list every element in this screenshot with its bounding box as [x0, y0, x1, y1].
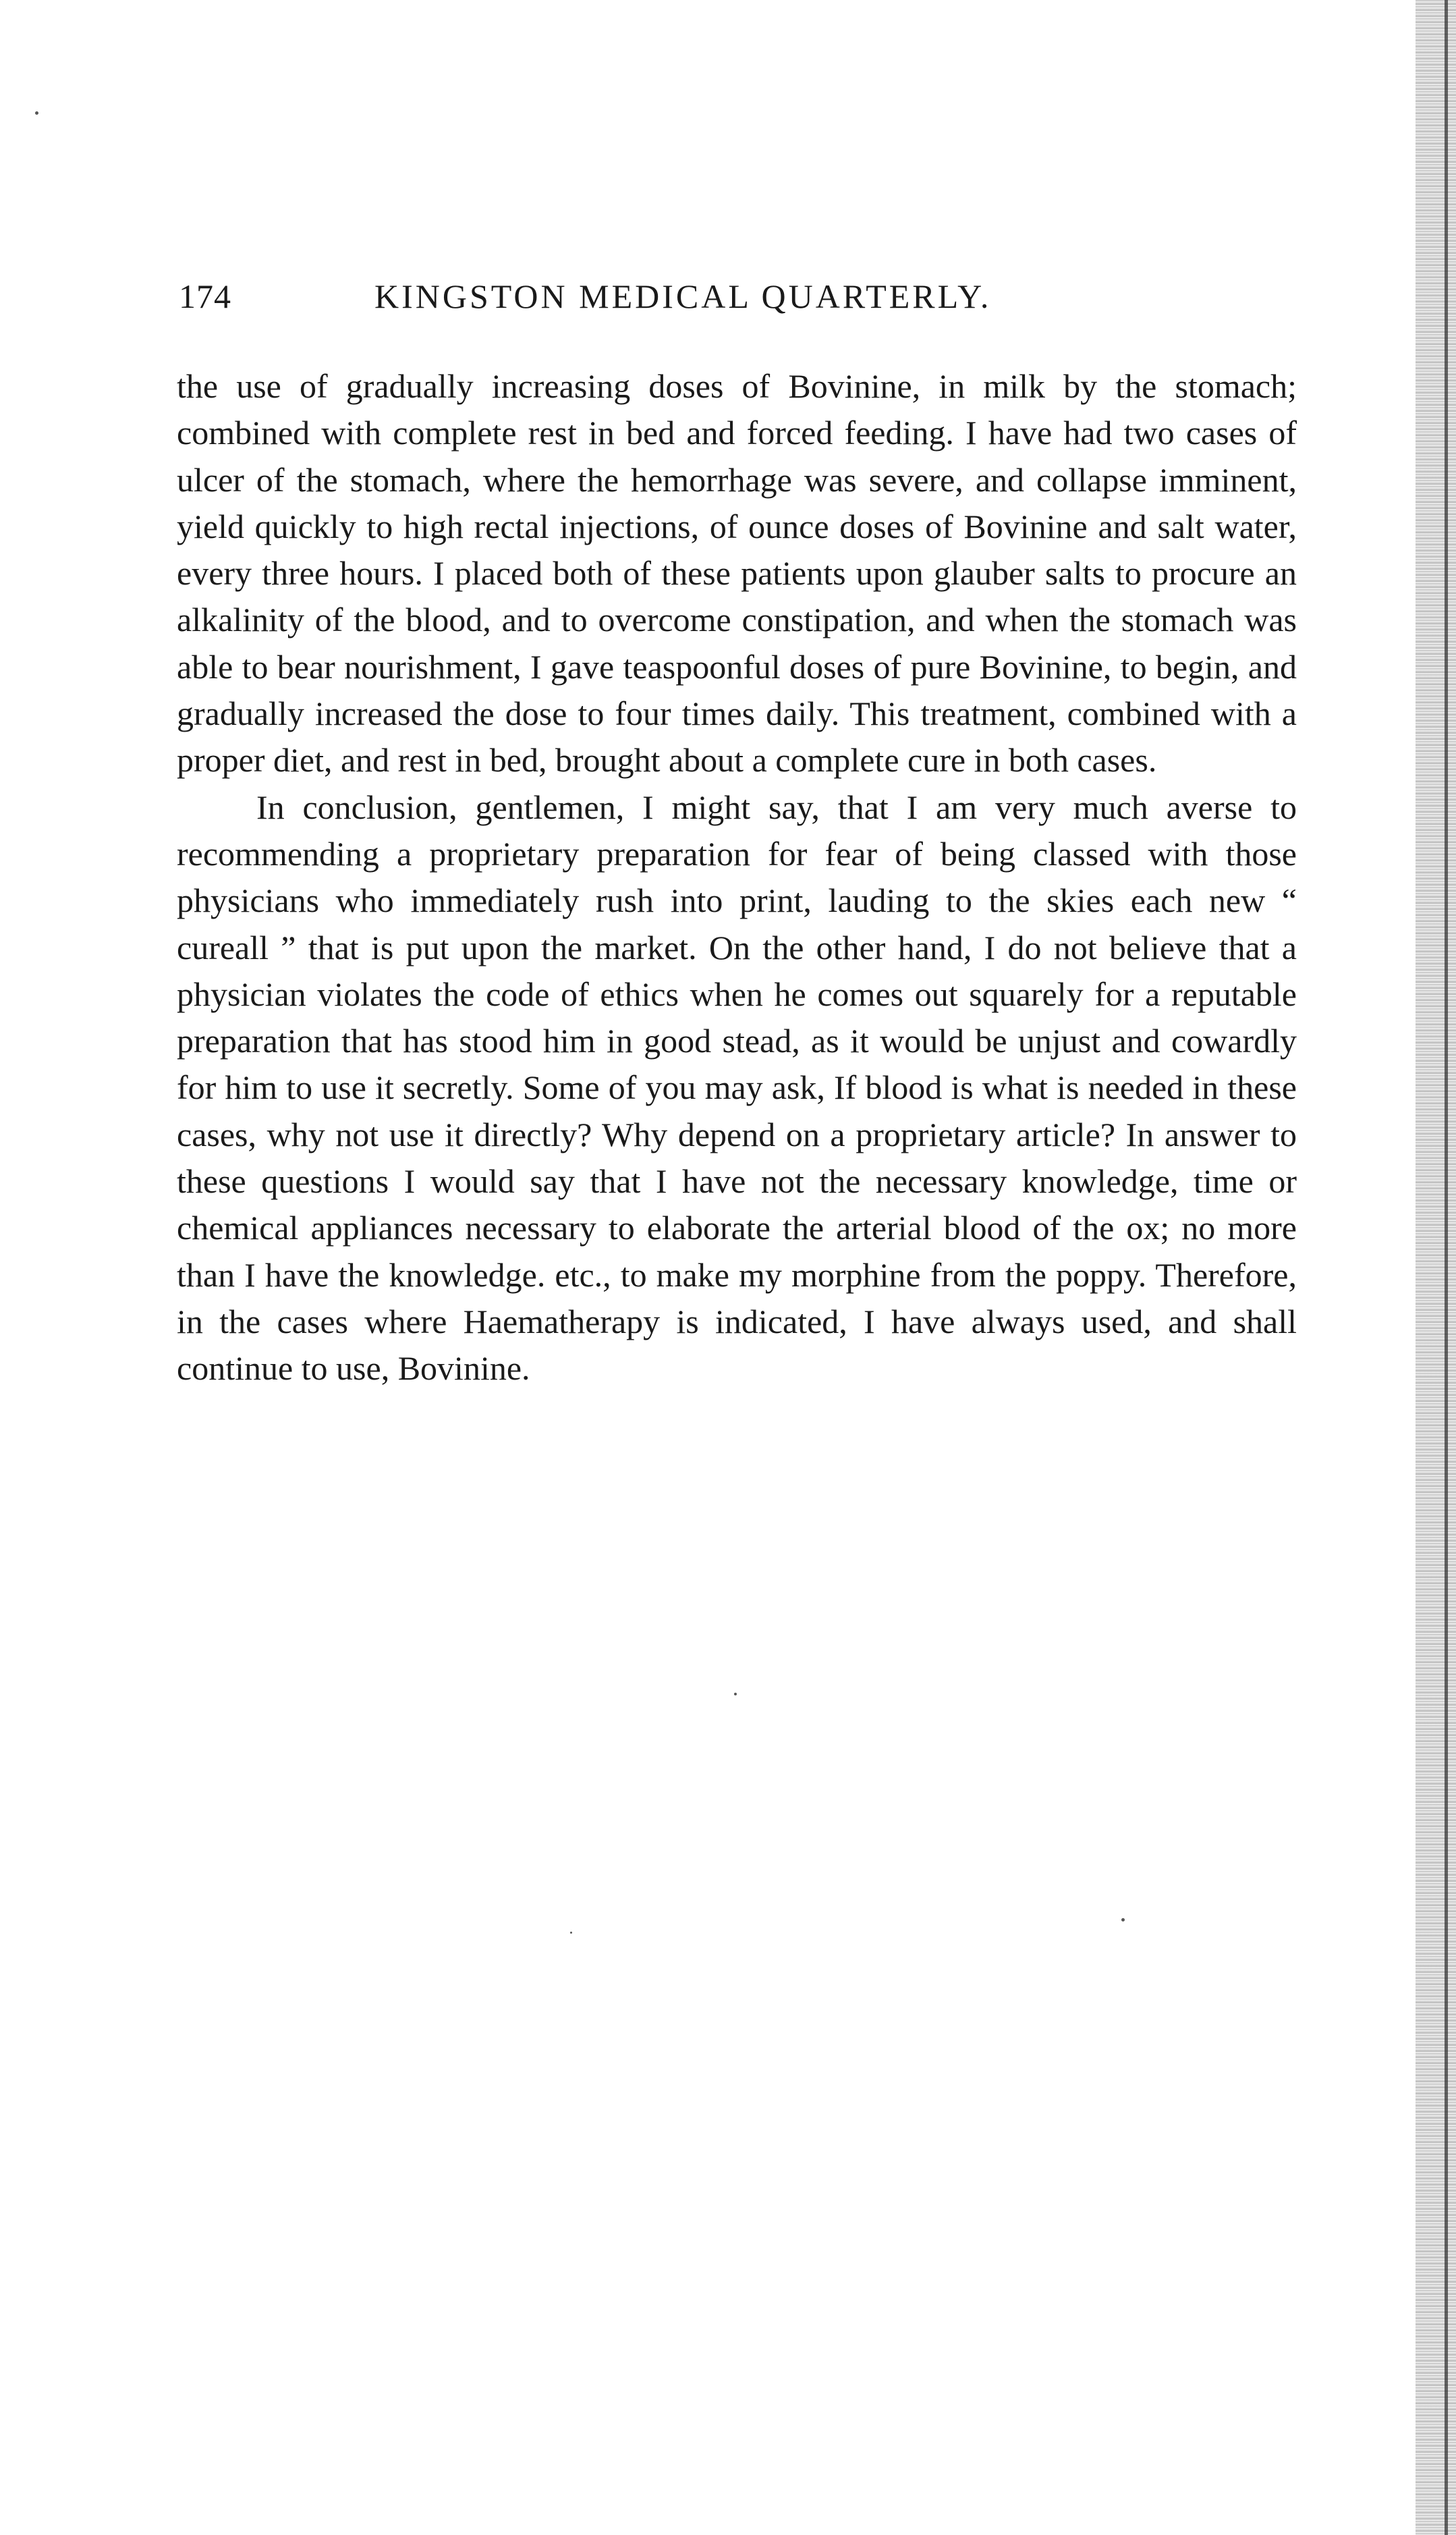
page-binding-edge: [1445, 0, 1448, 2535]
page-header: [179, 277, 1312, 331]
paragraph-continued: the use of gradually increasing doses of Bovinine, in milk by the stomach; combined with complete rest in bed and forced feeding. I have had two cases of ulcer of the stomach, where the hemorrhage was severe, and collapse imminent, yield quickly to high rectal injections, of ounce doses of Bovinine and salt water, every three hours. I placed both of these patients upon glauber salts to procure an alkalinity of the blood, and to overcome constipation, and when the stomach was able to bear nourishment, I gave teaspoonful doses of pure Bovinine, to begin, and gradually increased the dose to four times daily. This treatment, combined with a proper diet, and rest in bed, brought about a complete cure in both cases.: [177, 367, 1297, 780]
paragraph-conclusion: In conclusion, gentlemen, I might say, that I am very much averse to recommending a proprietary preparation for fear of being classed with those physicians who immediately rush into print, lauding to the skies each new “ cureall ” that is put upon the market. On the other hand, I do not believe that a physician violates the code of ethics when he comes out squarely for a reputable preparation that has stood him in good stead, as it would be unjust and cowardly for him to use it secretly. Some of you may ask, If blood is what is needed in these cases, why not use it directly? Why depend on a proprietary article? In answer to these questions I would say that I have not the necessary knowledge, time or chemical appliances necessary to elaborate the arterial blood of the ox; no more than I have the knowledge. etc., to make my morphine from the poppy. Therefore, in the cases where Haematherapy is indicated, I have always used, and shall continue to use, Bovinine.: [177, 788, 1297, 1388]
scan-speck: [35, 111, 38, 115]
scan-speck: [1121, 1918, 1125, 1921]
scan-speck: [734, 1693, 737, 1695]
page-number: 174: [179, 277, 231, 315]
scanned-page-edge: [1416, 0, 1456, 2535]
scan-speck: [570, 1932, 572, 1934]
body-text: [177, 363, 1297, 1392]
running-head: KINGSTON MEDICAL QUARTERLY.: [374, 277, 992, 315]
